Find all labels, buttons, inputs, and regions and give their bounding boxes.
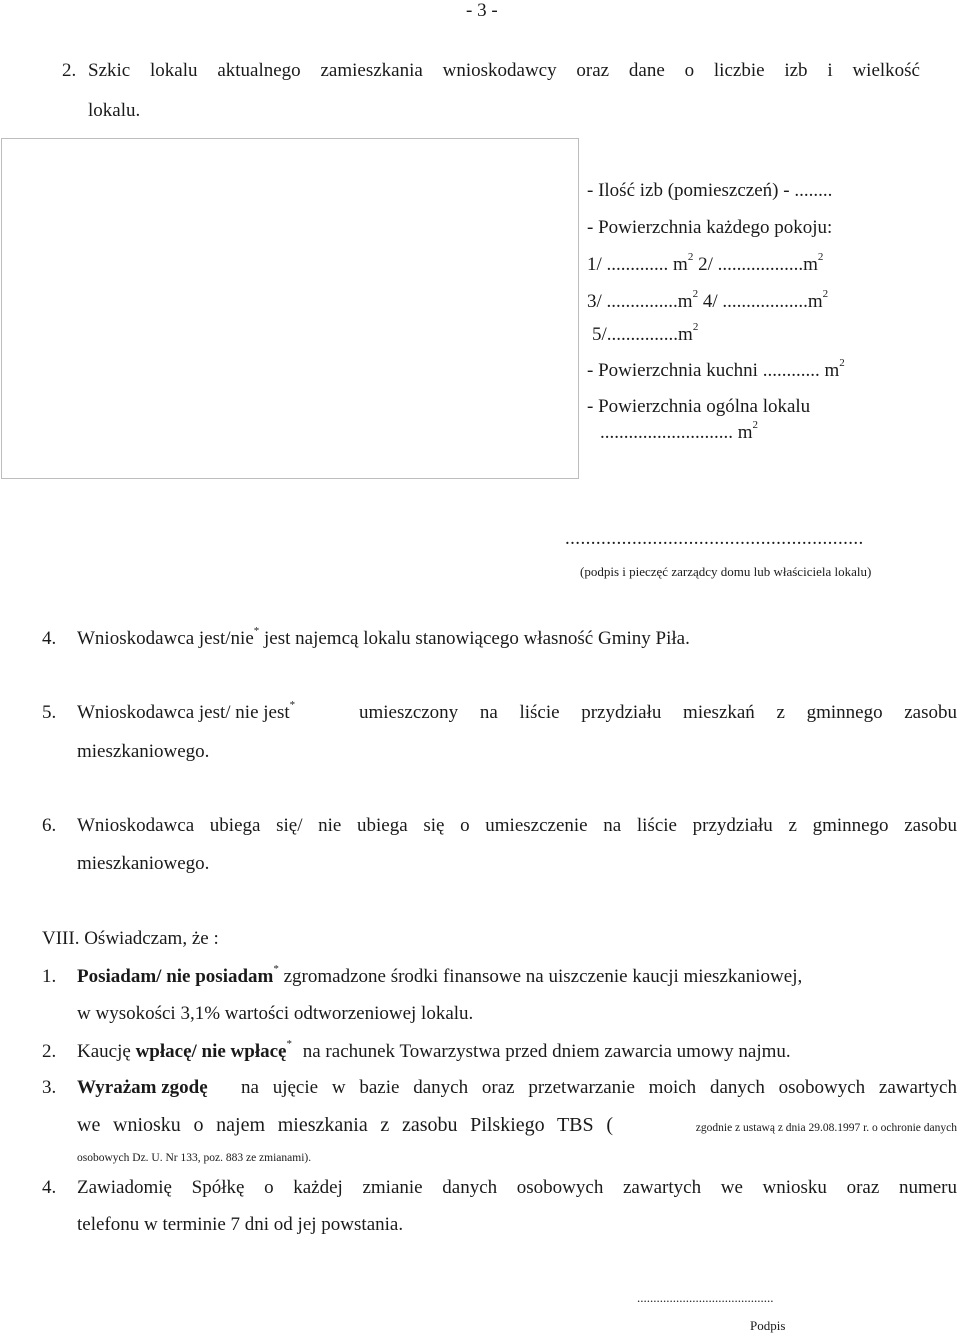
item-5-part-a: Wnioskodawca jest/ nie jest — [77, 702, 290, 723]
item-6-line2: mieszkaniowego. — [77, 853, 210, 874]
item-5-number: 5. — [42, 702, 57, 723]
room-3-unit-sup: 2 — [692, 288, 699, 300]
sketch-area-box[interactable] — [1, 138, 579, 479]
manager-signature-dots: .......................................................... — [565, 528, 864, 549]
kitchen-area — [587, 357, 845, 382]
statement-2-rest: na rachunek Towarzystwa przed dniem zawarcia umowy najmu. — [302, 1041, 791, 1062]
statement-2-number: 2. — [42, 1041, 57, 1062]
item-4-star: * — [253, 625, 260, 637]
statement-1-bold: Posiadam/ nie posiadam — [77, 966, 274, 987]
room-3-area — [587, 288, 829, 313]
statement-1-line1 — [77, 963, 803, 988]
item-6-number: 6. — [42, 815, 57, 836]
section-2-line2: lokalu. — [88, 100, 141, 121]
room-2-unit-sup: 2 — [817, 251, 824, 263]
section-2-line1: Szkic lokalu aktualnego zamieszkania wnioskodawcy oraz dane o liczbie izb i wielkość — [88, 60, 920, 81]
total-area-unit-sup: 2 — [752, 419, 759, 431]
statement-4-line2: telefonu w terminie 7 dni od jej powstania. — [77, 1214, 404, 1235]
statement-3-line2 — [77, 1114, 957, 1137]
item-4-text — [77, 625, 690, 650]
statement-3-line3: osobowych Dz. U. Nr 133, poz. 883 ze zmianami). — [77, 1152, 312, 1164]
room-5-area — [592, 321, 699, 346]
rooms-count-field: - Ilość izb (pomieszczeń) - ........ — [587, 180, 833, 201]
room-area-label: - Powierzchnia każdego pokoju: — [587, 217, 833, 238]
statement-1-star: * — [273, 963, 279, 975]
statement-3-rest: na ujęcie w bazie danych oraz przetwarzanie moich danych osobowych zawartych — [241, 1077, 957, 1098]
room-1-area — [587, 251, 824, 276]
room-2-text: 2/ ..................m — [698, 254, 818, 275]
manager-signature-caption: (podpis i pieczęć zarządcy domu lub właściciela lokalu) — [580, 564, 872, 579]
room-4-text: 4/ ..................m — [702, 291, 823, 312]
section-2-number: 2. — [62, 60, 77, 81]
statement-3-number: 3. — [42, 1077, 57, 1098]
page-number: - 3 - — [466, 0, 498, 21]
statement-4-number: 4. — [42, 1177, 57, 1198]
section-8-heading: VIII. Oświadczam, że : — [42, 928, 219, 949]
item-6-line1: Wnioskodawca ubiega się/ nie ubiega się o umieszczenie na liście przydziału z gminnego zasobu — [77, 815, 957, 836]
final-signature-caption: Podpis — [750, 1318, 786, 1333]
kitchen-unit-sup: 2 — [839, 357, 845, 369]
room-1-text: 1/ ............. m — [587, 254, 688, 275]
room-3-text: 3/ ...............m — [587, 291, 693, 312]
room-5-unit-sup: 2 — [692, 321, 699, 333]
final-signature-dots: .......................................... — [637, 1290, 774, 1305]
item-5-star: * — [289, 699, 296, 711]
statement-2-star: * — [286, 1038, 292, 1050]
room-1-unit-sup: 2 — [687, 251, 694, 263]
kitchen-text: - Powierzchnia kuchni ............ m — [587, 360, 840, 381]
statement-4-line1: Zawiadomię Spółkę o każdej zmianie danych osobowych zawartych we wniosku oraz numeru — [77, 1177, 957, 1198]
statement-2-part-a: Kaucję — [77, 1041, 131, 1062]
total-area-label: - Powierzchnia ogólna lokalu — [587, 396, 811, 417]
item-4-number: 4. — [42, 628, 57, 649]
total-area-text: ............................ m — [600, 422, 753, 443]
room-4-unit-sup: 2 — [822, 288, 829, 300]
room-5-text: 5/...............m — [592, 324, 693, 345]
item-4-part-b: jest najemcą lokalu stanowiącego własność Gminy Piła. — [264, 628, 690, 649]
item-5-line2: mieszkaniowego. — [77, 741, 210, 762]
statement-1-rest: zgromadzone środki finansowe na uiszczenie kaucji mieszkaniowej, — [283, 966, 803, 987]
item-5-part-b: umieszczony na liście przydziału mieszkań z gminnego zasobu — [359, 702, 957, 723]
statement-2-line — [77, 1038, 791, 1063]
statement-3-line2a: we wniosku o najem mieszkania z zasobu Pilskiego TBS ( — [77, 1114, 613, 1136]
statement-2-bold: wpłacę/ nie wpłacę — [135, 1041, 287, 1062]
statement-3-bold: Wyrażam zgodę — [77, 1077, 208, 1098]
total-area-value — [600, 419, 759, 444]
statement-3-line1 — [77, 1077, 957, 1099]
statement-3-line2b: zgodnie z ustawą z dnia 29.08.1997 r. o ochronie danych — [695, 1122, 957, 1134]
statement-1-line2: w wysokości 3,1% wartości odtworzeniowej lokalu. — [77, 1003, 474, 1024]
item-4-part-a: Wnioskodawca jest/nie — [77, 628, 254, 649]
statement-1-number: 1. — [42, 966, 57, 987]
item-5-part-a-group — [77, 699, 296, 724]
item-5-line1 — [77, 699, 957, 724]
